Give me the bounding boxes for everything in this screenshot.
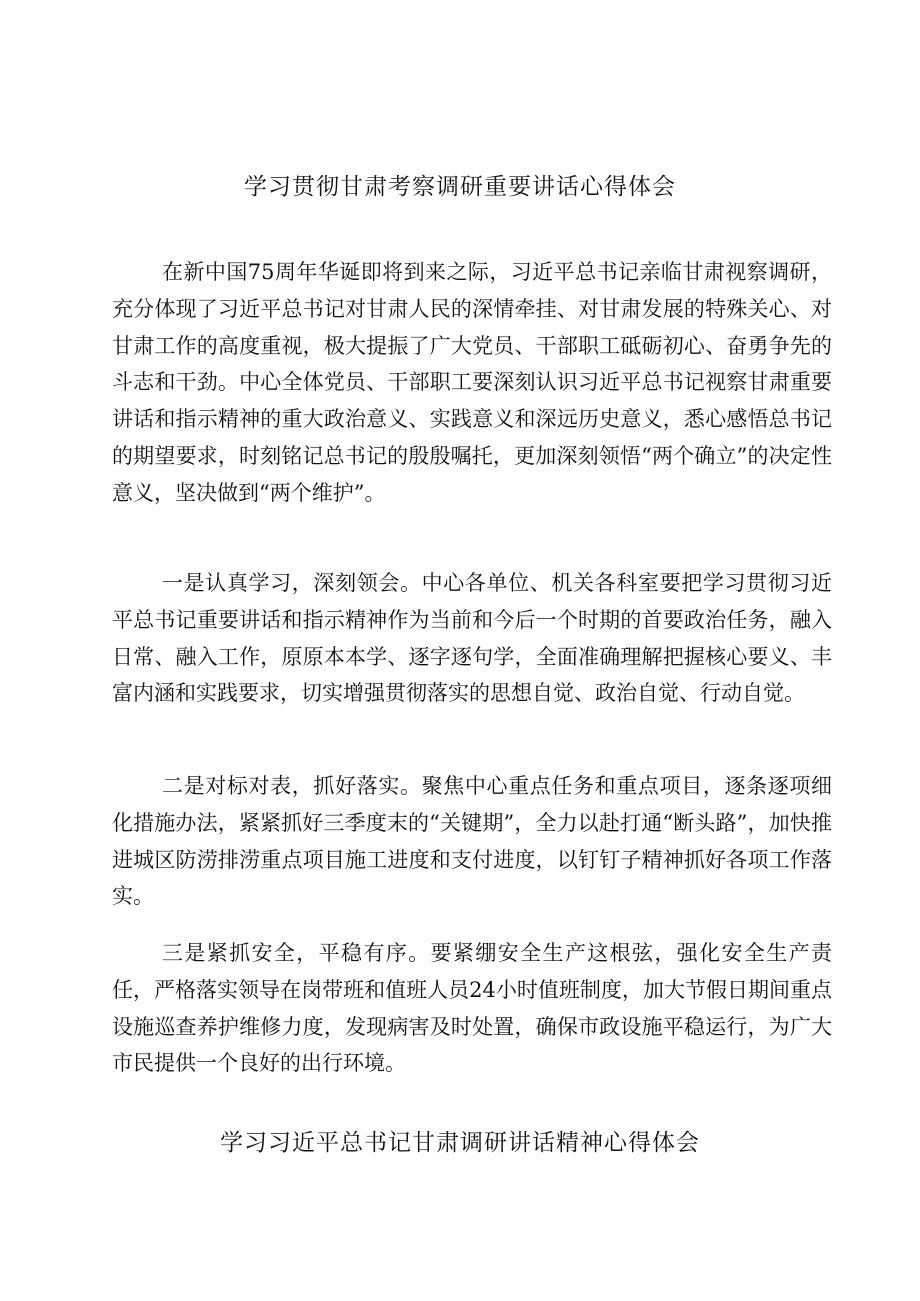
paragraph-point-three: 三是紧抓安全，平稳有序。要紧绷安全生产这根弦，强化安全生产责任，严格落实领导在岗带班和值班人员24小时值班制度，加大节假日期间重点设施巡查养护维修力度，发现病害及时处置，确保市政设施平稳运行，为广大市民提供一个良好的出行环境。 bbox=[112, 941, 832, 1076]
next-section-title: 学习习近平总书记甘肃调研讲话精神心得体会 bbox=[220, 1130, 700, 1156]
document-title: 学习贯彻甘肃考察调研重要讲话心得体会 bbox=[244, 174, 676, 200]
paragraph-point-one: 一是认真学习，深刻领会。中心各单位、机关各科室要把学习贯彻习近平总书记重要讲话和指示精神作为当前和今后一个时期的首要政治任务，融入日常、融入工作，原原本本学、逐字逐句学，全面准确理解把握核心要义、丰富内涵和实践要求，切实增强贯彻落实的思想自觉、政治自觉、行动自觉。 bbox=[112, 571, 832, 706]
paragraph-intro: 在新中国75周年华诞即将到来之际，习近平总书记亲临甘肃视察调研，充分体现了习近平总书记对甘肃人民的深情牵挂、对甘肃发展的特殊关心、对甘肃工作的高度重视，极大提振了广大党员、干部职工砥砺初心、奋勇争先的斗志和干劲。中心全体党员、干部职工要深刻认识习近平总书记视察甘肃重要讲话和指示精神的重大政治意义、实践意义和深远历史意义，悉心感悟总书记的期望要求，时刻铭记总书记的殷殷嘱托，更加深刻领悟“两个确立”的决定性意义，坚决做到“两个维护”。 bbox=[112, 260, 832, 505]
paragraph-point-two: 二是对标对表，抓好落实。聚焦中心重点任务和重点项目，逐条逐项细化措施办法，紧紧抓好三季度末的“关键期”，全力以赴打通“断头路”，加快推进城区防涝排涝重点项目施工进度和支付进度，以钉钉子精神抓好各项工作落实。 bbox=[112, 774, 832, 909]
